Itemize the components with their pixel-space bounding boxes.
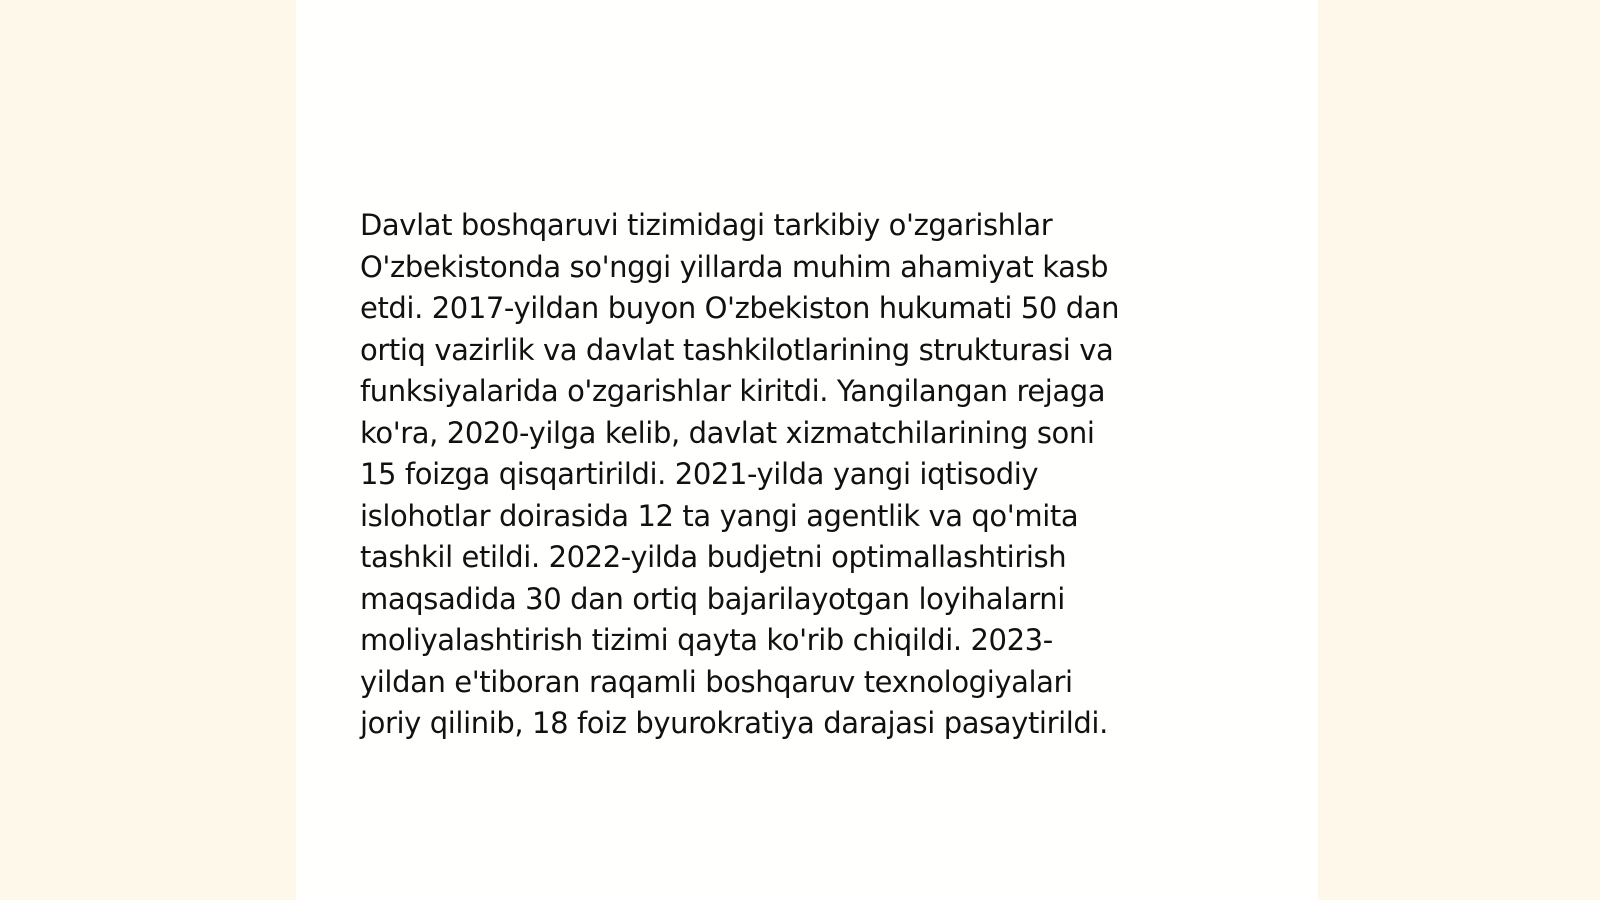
paragraph-line: joriy qilinib, 18 foiz byurokratiya darajasi pasaytirildi. bbox=[360, 706, 1108, 740]
paragraph-line: yildan e'tiboran raqamli boshqaruv texnologiyalari bbox=[360, 664, 1073, 699]
paragraph-line: O'zbekistonda so'nggi yillarda muhim ahamiyat kasb bbox=[360, 249, 1109, 284]
paragraph-line: funksiyalarida o'zgarishlar kiritdi. Yangilangan rejaga bbox=[360, 374, 1106, 408]
paragraph-line: maqsadida 30 dan ortiq bajarilayotgan loyihalarni bbox=[360, 581, 1065, 616]
paragraph-line: ortiq vazirlik va davlat tashkilotlarining strukturasi va bbox=[360, 332, 1114, 367]
paragraph-line: islohotlar doirasida 12 ta yangi agentlik va qo'mita bbox=[360, 498, 1079, 533]
paragraph-line: tashkil etildi. 2022-yilda budjetni optimallashtirish bbox=[360, 540, 1067, 574]
body-paragraph bbox=[360, 205, 1240, 745]
paragraph-line: 15 foizga qisqartirildi. 2021-yilda yangi iqtisodiy bbox=[360, 457, 1039, 491]
paragraph-line: moliyalashtirish tizimi qayta ko'rib chiqildi. 2023- bbox=[360, 623, 1053, 657]
paragraph-line: Davlat boshqaruvi tizimidagi tarkibiy o'zgarishlar bbox=[360, 208, 1053, 242]
paragraph-line: ko'ra, 2020-yilga kelib, davlat xizmatchilarining soni bbox=[360, 415, 1095, 450]
document-page bbox=[296, 0, 1318, 900]
paragraph-line: etdi. 2017-yildan buyon O'zbekiston hukumati 50 dan bbox=[360, 291, 1120, 325]
